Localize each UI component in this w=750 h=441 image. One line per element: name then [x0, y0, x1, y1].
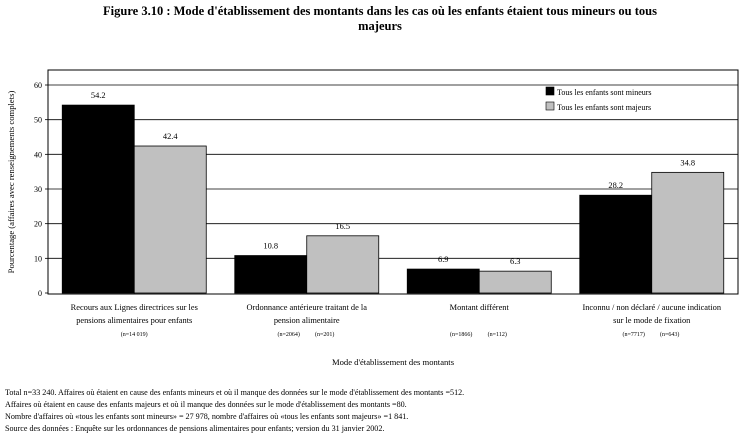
- footnote-1: Total n=33 240. Affaires où étaient en cause des enfants mineurs et où il manque des données sur le mode d'établissement des montants =512.: [5, 388, 465, 397]
- category-label: pension alimentaire: [273, 316, 340, 325]
- y-axis-ticks: [34, 81, 48, 298]
- category-count: (n=643): [660, 332, 680, 338]
- bar-mineurs: [407, 269, 479, 293]
- legend-label-mineurs: Tous les enfants sont mineurs: [557, 88, 652, 97]
- x-axis-label: Mode d'établissement des montants: [331, 357, 455, 367]
- chart-title-line-2: majeurs: [358, 19, 402, 33]
- data-label: 34.8: [680, 158, 696, 168]
- category-label: pensions alimentaires pour enfants: [76, 316, 193, 325]
- category-count: (n=14 019): [120, 332, 148, 338]
- category-count: (n=2064): [277, 332, 300, 338]
- y-tick-label: 60: [34, 81, 42, 90]
- category-label: sur le mode de fixation: [613, 316, 691, 325]
- y-tick-label: 0: [38, 289, 42, 298]
- legend-swatch-mineurs: [546, 87, 554, 95]
- data-label: 10.8: [263, 241, 279, 251]
- y-tick-label: 40: [34, 150, 42, 160]
- data-label: 54.2: [90, 91, 106, 101]
- footnote-2: Affaires où étaient en cause des enfants majeurs et où il manque des données sur le mode d'établissement des montants =80.: [5, 400, 407, 409]
- bar-mineurs: [580, 195, 652, 293]
- category-count: (n=7717): [622, 332, 645, 338]
- category-label: Recours aux Lignes directrices sur les: [70, 303, 198, 312]
- bars: [62, 105, 724, 293]
- footnote-3: Nombre d'affaires où «tous les enfants sont mineurs» = 27 978, nombre d'affaires où «tous les enfants sont majeurs» =1 841.: [5, 412, 409, 421]
- y-tick-label: 10: [34, 254, 42, 264]
- data-label: 28.2: [608, 181, 624, 191]
- category-label: Inconnu / non déclaré / aucune indication: [582, 303, 722, 312]
- bar-majeurs: [652, 172, 724, 293]
- data-label: 6.3: [510, 257, 521, 267]
- data-label: 16.5: [335, 221, 351, 231]
- data-label: 6.9: [438, 255, 449, 265]
- y-tick-label: 20: [34, 219, 42, 229]
- category-count: (n=1866): [450, 332, 473, 338]
- bar-majeurs: [479, 271, 551, 293]
- y-tick-label: 30: [34, 185, 42, 194]
- chart-title-line-1: Figure 3.10 : Mode d'établissement des montants dans les cas où les enfants étaient tous mineurs ou tous: [103, 4, 657, 18]
- legend: [546, 87, 652, 112]
- footnote-4: Source des données : Enquête sur les ordonnances de pensions alimentaires pour enfants; version du 31 janvier 2002.: [5, 424, 385, 433]
- category-labels: [71, 303, 722, 338]
- bar-mineurs: [235, 256, 307, 293]
- legend-label-majeurs: Tous les enfants sont majeurs: [557, 103, 652, 112]
- data-label: 42.4: [162, 132, 178, 142]
- bar-mineurs: [62, 105, 134, 293]
- category-count: (n=201): [315, 332, 335, 338]
- category-count: (n=112): [487, 332, 507, 338]
- y-tick-label: 50: [34, 115, 42, 125]
- bar-majeurs: [307, 236, 379, 293]
- bar-majeurs: [134, 146, 206, 293]
- category-label: Ordonnance antérieure traitant de la: [246, 303, 367, 312]
- y-axis-label: Pourcentage (affaires avec renseignements complets): [6, 90, 16, 274]
- legend-swatch-majeurs: [546, 102, 554, 110]
- category-label: Montant différent: [449, 303, 509, 312]
